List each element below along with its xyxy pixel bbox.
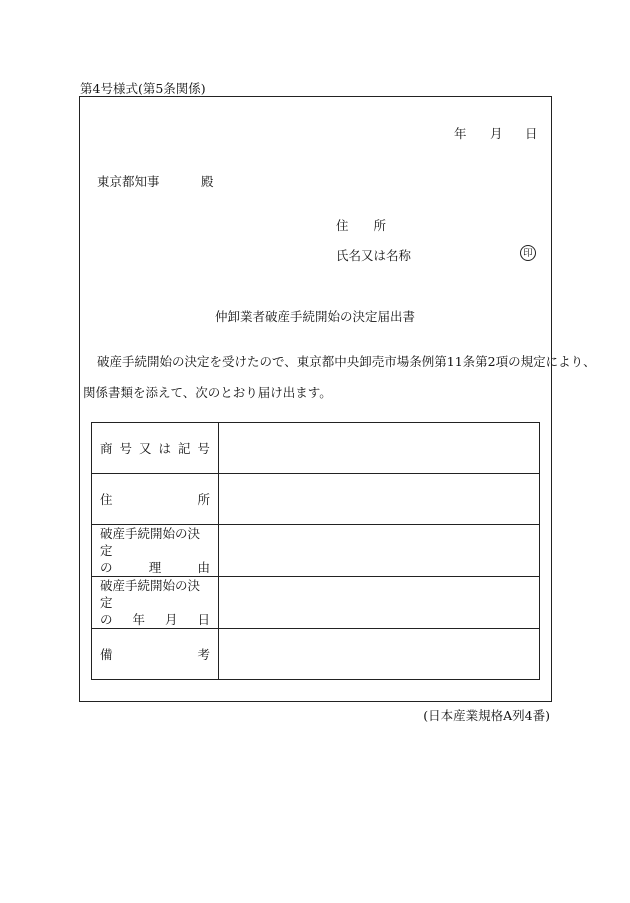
applicant-address-label: 住 所 (336, 218, 387, 233)
label-char: 記 (177, 441, 191, 456)
applicant-name-label: 氏名又は名称 (336, 248, 412, 263)
label-char: は (158, 441, 171, 456)
bankruptcy-reason-value-cell[interactable] (219, 525, 540, 577)
addressee-honorific: 殿 (201, 174, 214, 189)
body-text-line1: 破産手続開始の決定を受けたので、東京都中央卸売市場条例第11条第2項の規定により、 (97, 354, 596, 369)
label-line (100, 559, 210, 576)
trade-name-label (92, 439, 218, 457)
date-day-label: 日 (525, 126, 538, 141)
addressee-name: 東京都知事 (97, 174, 160, 189)
label-char: 住 (100, 492, 113, 507)
label-char: 月 (164, 612, 178, 627)
label-line (100, 611, 210, 628)
label-char: 号 (197, 441, 210, 456)
label-char: の (100, 612, 113, 627)
bankruptcy-date-label-cell (92, 577, 219, 629)
label-char: 商 (100, 441, 113, 456)
label-char: 備 (100, 647, 113, 662)
date-month-label: 月 (490, 126, 503, 141)
remarks-label-cell (92, 629, 219, 680)
label-char: 号 (119, 441, 132, 456)
label-char: 所 (197, 492, 210, 507)
label-line: 破産手続開始の決定 (100, 578, 201, 610)
form-title: 仲卸業者破産手続開始の決定届出書 (214, 309, 415, 324)
paper-size-note: (日本産業規格A列4番) (423, 708, 550, 723)
label-char: 考 (197, 647, 210, 662)
trade-name-value-cell[interactable] (219, 423, 540, 474)
label-char: の (100, 560, 113, 575)
address-value-cell[interactable] (219, 474, 540, 525)
label-char: 日 (197, 612, 210, 627)
table-row (92, 474, 540, 525)
bankruptcy-reason-label-cell (92, 525, 219, 577)
bankruptcy-date-label (92, 577, 218, 628)
bankruptcy-reason-label (92, 525, 218, 576)
label-char: 理 (148, 560, 162, 575)
label-char: 年 (132, 612, 145, 627)
body-text-line2: 関係書類を添えて、次のとおり届け出ます。 (83, 385, 332, 400)
address-label-cell (92, 474, 219, 525)
table-row (92, 629, 540, 680)
remarks-value-cell[interactable] (219, 629, 540, 680)
remarks-label (92, 645, 218, 663)
trade-name-label-cell (92, 423, 219, 474)
table-row (92, 577, 540, 629)
label-char: 又 (138, 441, 152, 456)
label-char: 由 (197, 560, 210, 575)
address-label (92, 490, 218, 508)
table-row (92, 525, 540, 577)
seal-icon: 印 (520, 245, 536, 261)
label-line: 破産手続開始の決定 (100, 526, 201, 558)
table-row (92, 423, 540, 474)
form-number: 第4号様式(第5条関係) (80, 81, 206, 96)
date-year-label: 年 (454, 126, 467, 141)
form-table (91, 422, 540, 680)
bankruptcy-date-value-cell[interactable] (219, 577, 540, 629)
